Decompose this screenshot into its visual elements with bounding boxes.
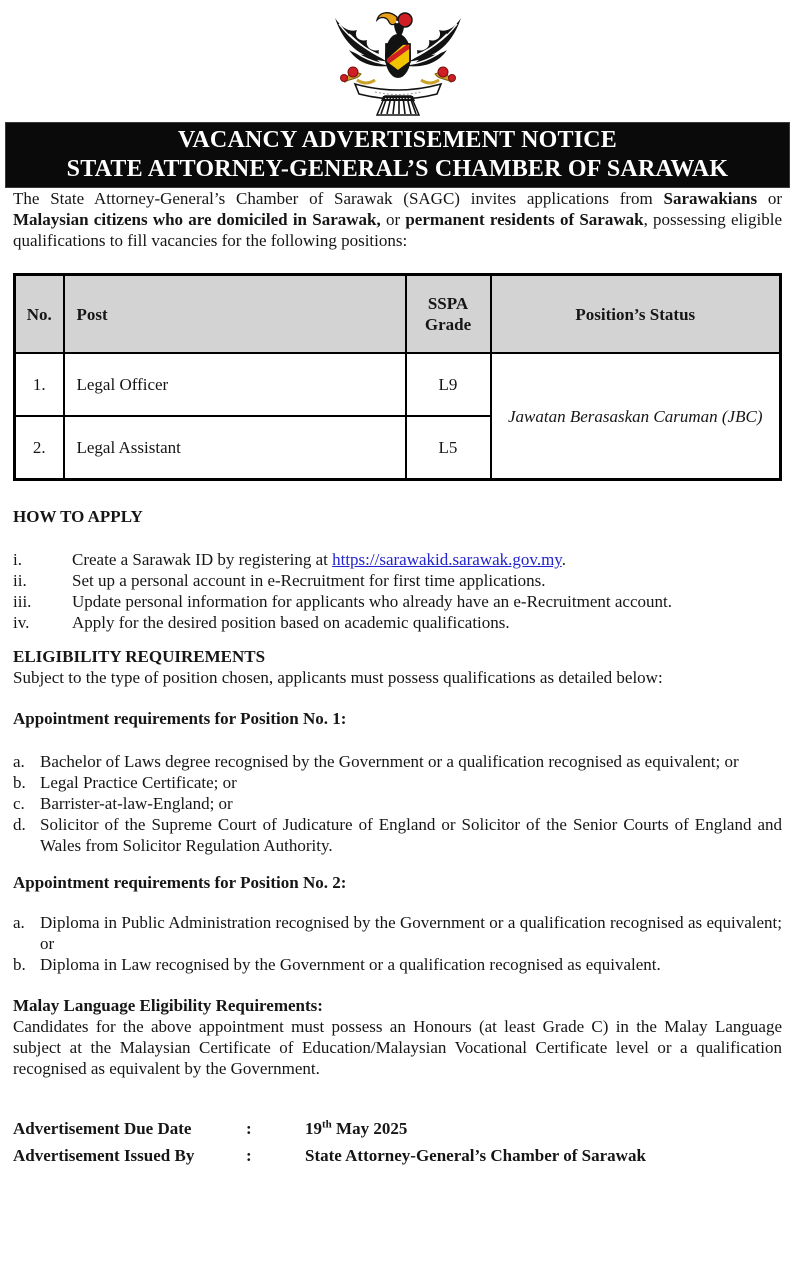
apply-step-4-text: Apply for the desired position based on academic qualifications. xyxy=(72,613,510,632)
apply-step-1-text xyxy=(72,549,782,570)
apply-step-1 xyxy=(13,549,782,570)
issued-by-label: Advertisement Issued By xyxy=(13,1146,195,1165)
vacancy-table xyxy=(13,273,782,481)
requirement-text: Barrister-at-law-England; or xyxy=(40,794,233,813)
table-header-post: Post xyxy=(64,275,406,354)
row1-no: 1. xyxy=(15,353,64,416)
requirement-text: Solicitor of the Supreme Court of Judicature of England or Solicitor of the Senior Courts of England and Wales from Solicitor Regulation Authority. xyxy=(40,815,782,855)
row1-grade: L9 xyxy=(406,353,491,416)
apply-step-2 xyxy=(13,570,782,591)
sarawak-coat-of-arms-icon xyxy=(313,4,483,116)
requirement-text: Legal Practice Certificate; or xyxy=(40,773,237,792)
requirement-text: Bachelor of Laws degree recognised by the Government or a qualification recognised as equivalent; or xyxy=(40,752,739,771)
eligibility-heading: ELIGIBILITY REQUIREMENTS xyxy=(13,647,266,666)
due-rest: May 2025 xyxy=(331,1119,408,1138)
apply-step-3-label: iii. xyxy=(13,592,32,611)
apply-step-1-pre: Create a Sarawak ID by registering at xyxy=(72,550,333,569)
apply-step-3 xyxy=(13,591,782,612)
intro-text: or xyxy=(380,210,406,229)
malay-requirements-body: Candidates for the above appointment must possess an Honours (at least Grade C) in the Malay Language subject at the Malaysian Certificate of Education/Malaysian Vocational Certificate level or a qualification recognised as equivalent by the Government. xyxy=(13,1017,782,1078)
table-row xyxy=(15,353,781,416)
how-to-apply-list xyxy=(13,549,782,633)
position2-requirements-list xyxy=(13,912,782,975)
requirement-item xyxy=(13,772,782,793)
advertisement-footer xyxy=(13,1115,782,1169)
intro-text: The State Attorney-General’s Chamber of Sarawak (SAGC) invites applications from xyxy=(13,189,664,208)
issued-by-colon: : xyxy=(246,1146,252,1165)
due-day-ordinal: th xyxy=(322,1118,332,1131)
position2-heading: Appointment requirements for Position No. 2: xyxy=(13,873,347,892)
how-to-apply-heading: HOW TO APPLY xyxy=(13,507,143,526)
intro-text: , possessing eligible qualifications to fill vacancies for the following positions: xyxy=(13,210,782,250)
due-date-row xyxy=(13,1115,782,1142)
malay-requirements-heading: Malay Language Eligibility Requirements: xyxy=(13,996,323,1015)
requirement-text: Diploma in Public Administration recognised by the Government or a qualification recognised as equivalent; or xyxy=(40,913,782,953)
sarawak-id-link[interactable]: https://sarawakid.sarawak.gov.my xyxy=(332,550,562,569)
emblem-container xyxy=(0,0,795,118)
apply-step-4 xyxy=(13,612,782,633)
intro-bold-permanent: permanent residents of Sarawak xyxy=(405,210,644,229)
issued-by-value: State Attorney-General’s Chamber of Sarawak xyxy=(305,1146,646,1165)
apply-step-2-text: Set up a personal account in e-Recruitment for first time applications. xyxy=(72,571,546,590)
position1-requirements-list xyxy=(13,751,782,856)
intro-paragraph xyxy=(13,188,782,251)
banner-line-2: STATE ATTORNEY-GENERAL’S CHAMBER OF SARAWAK xyxy=(66,156,729,182)
row2-no: 2. xyxy=(15,416,64,480)
row2-grade: L5 xyxy=(406,416,491,480)
row2-post: Legal Assistant xyxy=(64,416,406,480)
intro-bold-domiciled: Malaysian citizens who are domiciled in Sarawak, xyxy=(13,210,381,229)
requirement-item xyxy=(13,793,782,814)
table-header-no: No. xyxy=(15,275,64,354)
table-header-position-status: Position’s Status xyxy=(491,275,781,354)
issued-by-row xyxy=(13,1142,782,1169)
position1-heading: Appointment requirements for Position No. 1: xyxy=(13,709,347,728)
intro-bold-sarawakians: Sarawakians xyxy=(663,189,758,208)
apply-step-3-text: Update personal information for applicants who already have an e-Recruitment account. xyxy=(72,592,672,611)
due-date-label: Advertisement Due Date xyxy=(13,1119,192,1138)
due-date-colon: : xyxy=(246,1119,252,1138)
due-day: 19 xyxy=(305,1119,322,1138)
position-status-cell: Jawatan Berasaskan Caruman (JBC) xyxy=(491,353,781,480)
table-header-sspa-grade: SSPA Grade xyxy=(406,275,491,354)
apply-step-2-label: ii. xyxy=(13,571,27,590)
requirement-label: d. xyxy=(13,815,26,834)
requirement-label: a. xyxy=(13,752,25,771)
table-header-row xyxy=(15,275,781,354)
requirement-item xyxy=(13,954,782,975)
apply-step-1-label: i. xyxy=(13,550,22,569)
requirement-label: b. xyxy=(13,955,26,974)
requirement-text: Diploma in Law recognised by the Government or a qualification recognised as equivalent. xyxy=(40,955,661,974)
notice-banner xyxy=(5,122,790,188)
due-date-value xyxy=(305,1115,782,1142)
requirement-item xyxy=(13,912,782,954)
banner-line-1: VACANCY ADVERTISEMENT NOTICE xyxy=(177,127,618,153)
requirement-item xyxy=(13,814,782,856)
apply-step-1-suffix: . xyxy=(561,550,566,569)
eligibility-intro: Subject to the type of position chosen, applicants must possess qualifications as detailed below: xyxy=(13,668,663,687)
apply-step-4-label: iv. xyxy=(13,613,30,632)
intro-text: or xyxy=(757,189,783,208)
requirement-label: b. xyxy=(13,773,26,792)
requirement-label: a. xyxy=(13,913,25,932)
requirement-item xyxy=(13,751,782,772)
notice-body xyxy=(13,188,782,1169)
requirement-label: c. xyxy=(13,794,25,813)
row1-post: Legal Officer xyxy=(64,353,406,416)
